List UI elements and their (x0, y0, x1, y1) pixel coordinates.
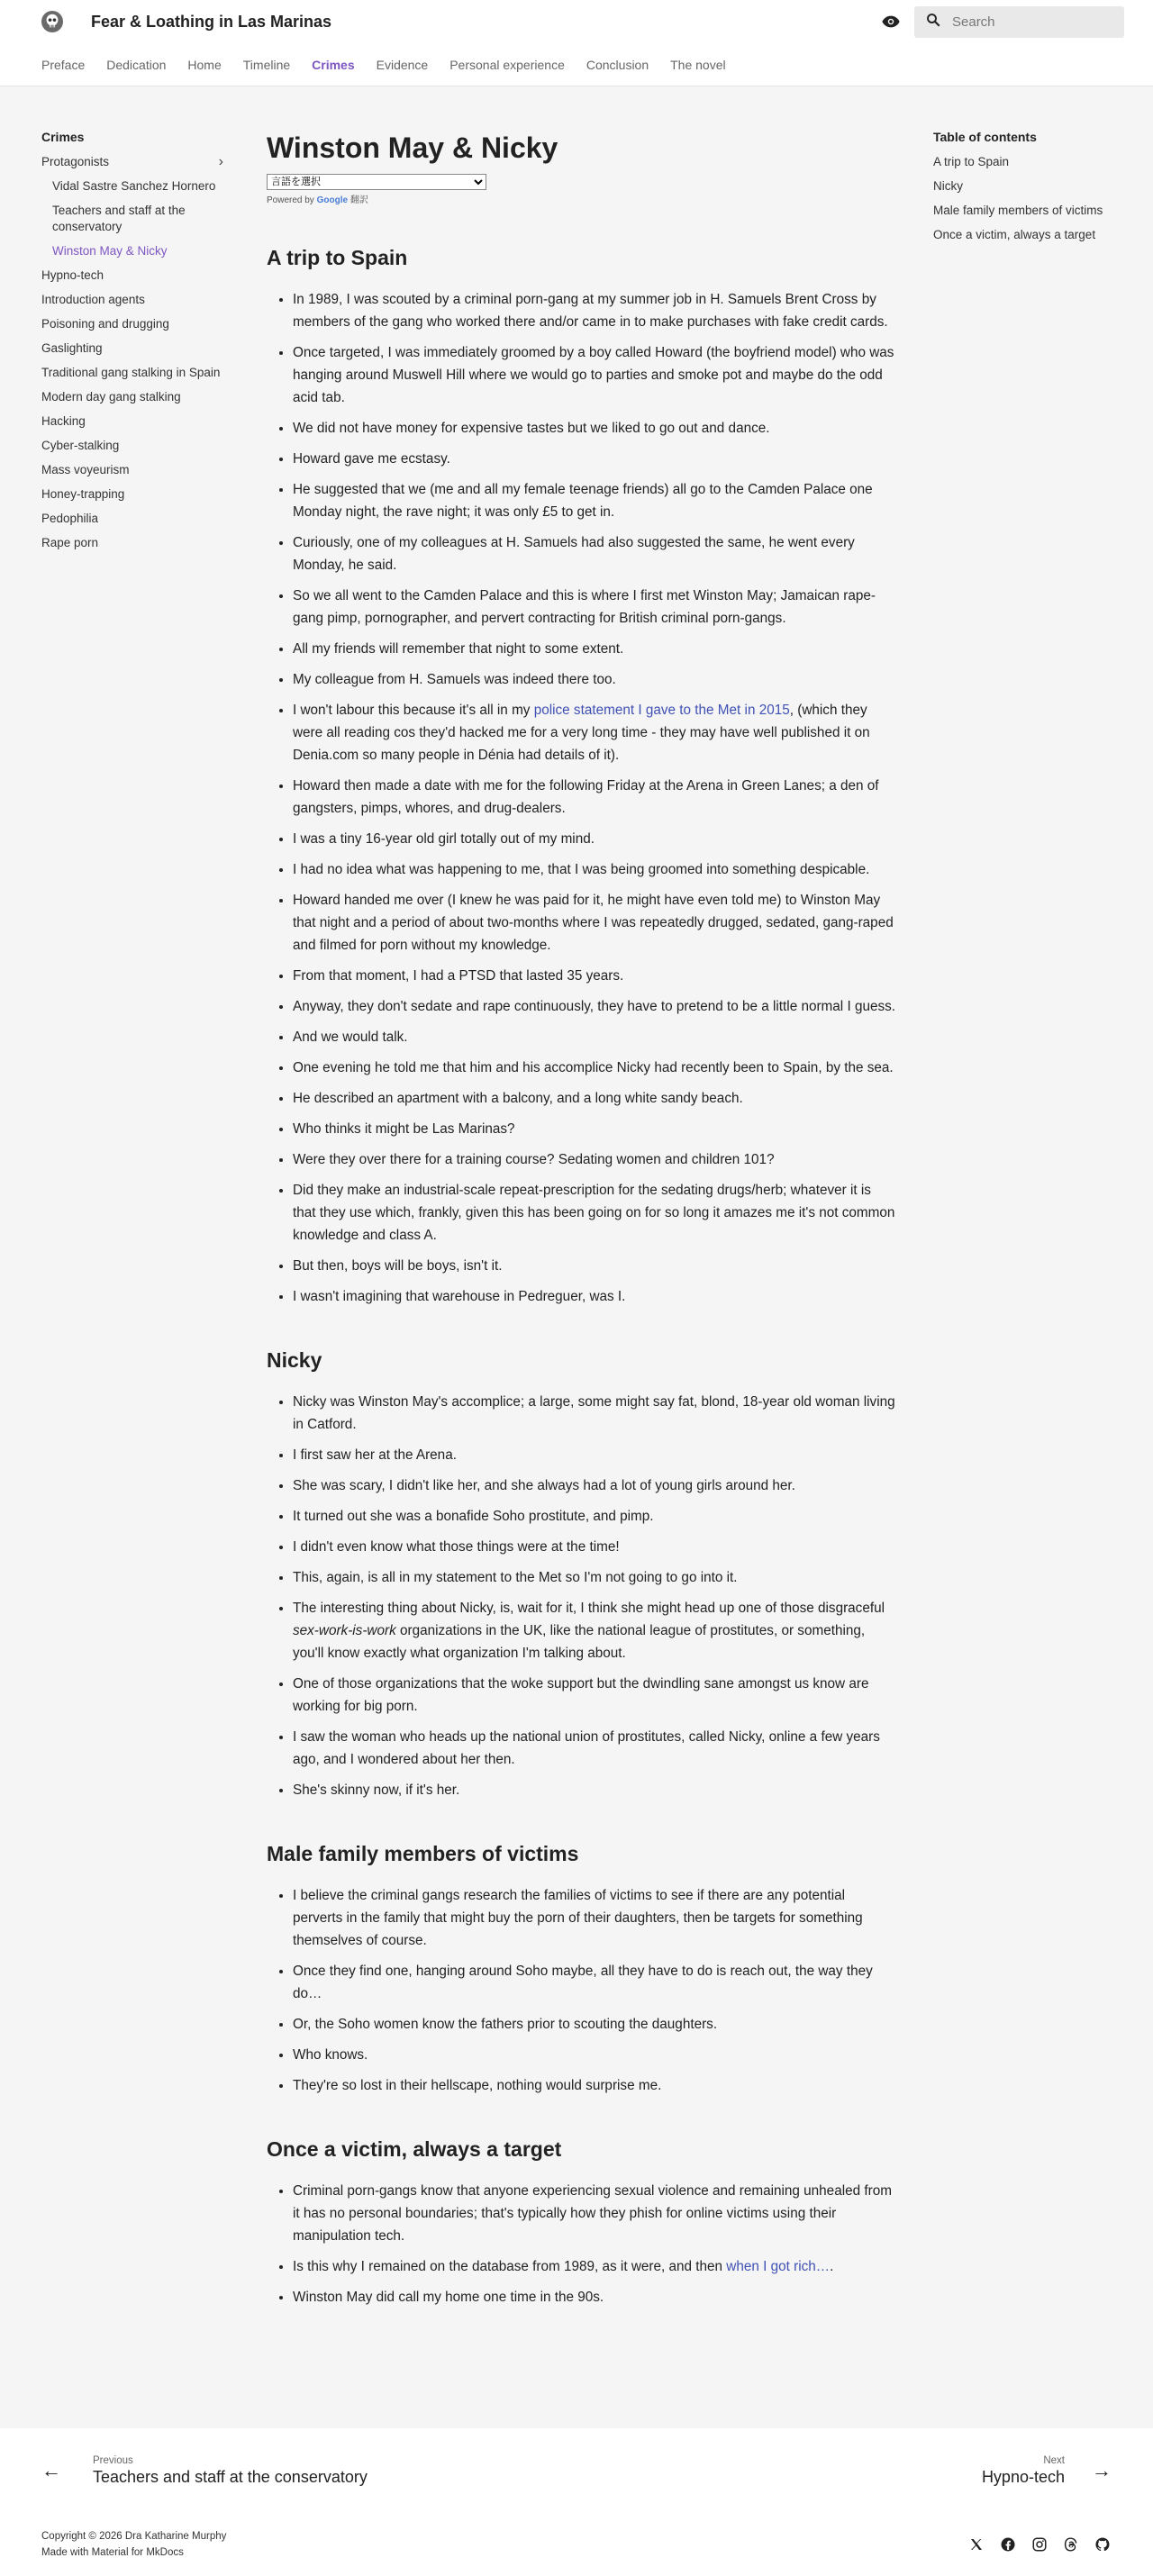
sidebar-item-traditional-gang-stalking[interactable]: Traditional gang stalking in Spain (41, 366, 221, 379)
search-icon (925, 12, 941, 32)
header (0, 0, 1153, 43)
list-item (293, 2255, 897, 2278)
translate-link[interactable]: 翻訳 (350, 195, 368, 205)
toc-heading: Table of contents (933, 130, 1037, 144)
list-item: • My colleague from H. Samuels was indeed there too. (293, 668, 897, 691)
tab-dedication[interactable]: Dedication (106, 57, 167, 72)
section-heading-nicky: Nicky (267, 1347, 322, 1372)
tab-home[interactable]: Home (187, 57, 222, 72)
list-item: • Howard handed me over (I knew he was paid for it, he might have even told me) to Winston May that night and a period of about two-months where I was repeatedly drugged, sedated, gang-raped and filmed for porn without my knowledge. (293, 889, 897, 957)
emphasis-text: sex-work-is-work (293, 1622, 396, 1638)
skull-logo-icon[interactable] (41, 11, 63, 32)
language-select[interactable] (267, 174, 486, 190)
list-item: • Criminal porn-gangs know that anyone experiencing sexual violence and remaining unhealed from it has no personal boundaries; that's typically how they phish for online victims using their manipulation tech. (293, 2180, 897, 2247)
sidebar-item-gaslighting[interactable]: Gaslighting (41, 341, 103, 355)
list-item-text: Is this why I remained on the database from 1989, as it were, and then (293, 2258, 727, 2274)
search-box[interactable] (914, 6, 1124, 38)
sidebar-item-vidal[interactable]: Vidal Sastre Sanchez Hornero (52, 179, 216, 193)
list-item: • I wasn't imagining that warehouse in Pedreguer, was I. (293, 1285, 897, 1308)
list-item-text: The interesting thing about Nicky, is, wait for it, I think she might head up one of those disgraceful (293, 1600, 885, 1616)
list-nicky (267, 1391, 897, 1801)
list-item: • They're so lost in their hellscape, nothing would surprise me. (293, 2074, 897, 2097)
tab-evidence[interactable]: Evidence (376, 57, 429, 72)
list-item: • We did not have money for expensive tastes but we liked to go out and dance. (293, 417, 897, 440)
list-item: • I saw the woman who heads up the national union of prostitutes, called Nicky, online a few years ago, and I wondered about her then. (293, 1726, 897, 1771)
next-page-link[interactable] (982, 2455, 1112, 2487)
list-item: • From that moment, I had a PTSD that lasted 35 years. (293, 965, 897, 987)
footer-page-nav (0, 2428, 1153, 2513)
sidebar-item-modern-gang-stalking[interactable]: Modern day gang stalking (41, 390, 181, 404)
list-item: • All my friends will remember that night to some extent. (293, 638, 897, 660)
list-item: • In 1989, I was scouted by a criminal porn-gang at my summer job in H. Samuels Brent Cross by members of the gang who worked there and/or came in to make purchases with fake credit cards. (293, 288, 897, 333)
list-item: • I first saw her at the Arena. (293, 1444, 897, 1466)
list-item: • Nicky was Winston May's accomplice; a large, some might say fat, blond, 18-year old woman living in Catford. (293, 1391, 897, 1436)
github-icon[interactable] (1094, 2535, 1112, 2553)
list-item: • She was scary, I didn't like her, and she always had a lot of young girls around her. (293, 1474, 897, 1497)
list-item: • Howard gave me ecstasy. (293, 448, 897, 470)
chevron-right-icon[interactable]: › (218, 154, 223, 169)
toc-item-once-a-victim[interactable]: Once a victim, always a target (933, 228, 1096, 241)
google-logo[interactable]: Google (316, 195, 349, 205)
list-item-text: , (which they were all reading cos they'd hacked me for a very long time - they may have well published it on Denia.com so many people in Dénia had details of it). (293, 702, 870, 763)
sidebar-item-winston-may[interactable]: Winston May & Nicky (52, 244, 168, 258)
sidebar-item-introduction-agents[interactable]: Introduction agents (41, 293, 145, 306)
next-label: Next (1043, 2454, 1065, 2466)
list-trip-to-spain (267, 288, 897, 1308)
list-item: • She's skinny now, if it's her. (293, 1779, 897, 1801)
powered-by-text: Powered by (267, 195, 314, 205)
list-once-a-victim (267, 2180, 897, 2308)
list-item: • I was a tiny 16-year old girl totally out of my mind. (293, 828, 897, 850)
section-heading-once-a-victim: Once a victim, always a target (267, 2136, 562, 2161)
made-with-text[interactable]: Made with Material for MkDocs (41, 2547, 184, 2558)
sidebar-item-teachers[interactable]: Teachers and staff at the conservatory (52, 204, 186, 233)
list-item: • One of those organizations that the woke support but the dwindling sane amongst us know are working for big porn. (293, 1673, 897, 1718)
site-title[interactable]: Fear & Loathing in Las Marinas (91, 12, 332, 31)
sidebar-item-poisoning[interactable]: Poisoning and drugging (41, 317, 169, 331)
sidebar-item-label: Protagonists (41, 155, 110, 168)
tab-preface[interactable]: Preface (41, 57, 86, 72)
social-links (954, 2535, 1112, 2553)
list-item: • It turned out she was a bonafide Soho prostitute, and pimp. (293, 1505, 897, 1528)
list-item: • He suggested that we (me and all my female teenage friends) all go to the Camden Palace one Monday night, the rave night; it was only £5 to get in. (293, 478, 897, 523)
list-item: • I had no idea what was happening to me, that I was being groomed into something despicable. (293, 858, 897, 881)
previous-page-link[interactable] (41, 2455, 368, 2487)
sidebar-item-hacking[interactable]: Hacking (41, 414, 86, 428)
list-item: • Curiously, one of my colleagues at H. Samuels had also suggested the same, he went every Monday, he said. (293, 531, 897, 576)
tab-conclusion[interactable]: Conclusion (586, 57, 649, 72)
list-item: • He described an apartment with a balcony, and a long white sandy beach. (293, 1087, 897, 1110)
list-item: • Or, the Soho women know the fathers prior to scouting the daughters. (293, 2013, 897, 2036)
sidebar-item-pedophilia[interactable]: Pedophilia (41, 512, 99, 525)
page-title: Winston May & Nicky (267, 132, 558, 164)
list-item-text: organizations in the UK, like the national league of prostitutes, or something, you'll know exactly what organization I'm talking about. (293, 1622, 866, 1661)
list-item: • So we all went to the Camden Palace and this is where I first met Winston May; Jamaican rape-gang pimp, pornographer, and pervert contracting for British criminal porn-gangs. (293, 585, 897, 630)
list-item: • Once they find one, hanging around Soho maybe, all they have to do is reach out, the way they do… (293, 1960, 897, 2005)
sidebar-item-mass-voyeurism[interactable]: Mass voyeurism (41, 463, 130, 476)
arrow-left-icon: ← (41, 2459, 61, 2481)
section-heading-trip-to-spain: A trip to Spain (267, 245, 408, 269)
eye-icon[interactable] (878, 9, 903, 34)
main-content (267, 130, 897, 2428)
list-item: • Once targeted, I was immediately groomed by a boy called Howard (the boyfriend model) who was hanging around Muswell Hill where we would go to parties and smoke pot and maybe do the odd acid tab. (293, 341, 897, 409)
tab-the-novel[interactable]: The novel (670, 57, 726, 72)
list-item: • I believe the criminal gangs research the families of victims to see if there are any potential perverts in the family that might buy the porn of their daughters, then be targets for something themselves of course. (293, 1884, 897, 1952)
sidebar-item-honey-trapping[interactable]: Honey-trapping (41, 487, 125, 501)
when-i-got-rich-link[interactable]: when I got rich… (726, 2258, 831, 2274)
list-item: • One evening he told me that him and his accomplice Nicky had recently been to Spain, by the sea. (293, 1057, 897, 1079)
tab-timeline[interactable]: Timeline (242, 57, 291, 72)
sidebar-item-cyber-stalking[interactable]: Cyber-stalking (41, 439, 120, 452)
list-item: • Who knows. (293, 2044, 897, 2066)
arrow-right-icon: → (1092, 2459, 1112, 2481)
list-item: • Did they make an industrial-scale repeat-prescription for the sedating drugs/herb; whatever it is that they use which, frankly, given this has been going on for so long it amazes me it's not common knowledge and class A. (293, 1179, 897, 1247)
tab-crimes[interactable]: Crimes (312, 57, 355, 72)
table-of-contents (933, 130, 1145, 2428)
sidebar-item-rape-porn[interactable]: Rape porn (41, 536, 99, 549)
search-input[interactable] (952, 14, 1105, 30)
list-item: • But then, boys will be boys, isn't it. (293, 1255, 897, 1277)
police-statement-link[interactable]: police statement I gave to the Met in 2015 (533, 702, 790, 718)
list-item (293, 699, 897, 766)
list-item: • I didn't even know what those things were at the time! (293, 1536, 897, 1558)
next-title: Hypno-tech (981, 2467, 1065, 2486)
section-heading-male-family: Male family members of victims (267, 1841, 579, 1865)
x-icon[interactable] (967, 2535, 985, 2553)
sidebar-nav (0, 130, 225, 2428)
top-tabs (0, 43, 1153, 86)
toc-item-trip-to-spain[interactable]: A trip to Spain (933, 155, 1010, 168)
previous-title: Teachers and staff at the conservatory (93, 2467, 368, 2486)
instagram-icon[interactable] (1030, 2535, 1049, 2553)
list-item: • This, again, is all in my statement to the Met so I'm not going to go into it. (293, 1566, 897, 1589)
facebook-icon[interactable] (999, 2535, 1017, 2553)
google-translate-widget (267, 173, 897, 205)
copyright-text: Copyright © 2026 Dra Katharine Murphy (41, 2531, 227, 2542)
sidebar-item-protagonists[interactable] (41, 154, 225, 170)
list-item: • Howard then made a date with me for the following Friday at the Arena in Green Lanes; a den of gangsters, pimps, whores, and drug-dealers. (293, 775, 897, 820)
tab-personal-experience[interactable]: Personal experience (449, 57, 565, 72)
list-item (293, 1597, 897, 1664)
list-item: • Winston May did call my home one time in the 90s. (293, 2286, 897, 2308)
sidebar-item-hypno-tech[interactable]: Hypno-tech (41, 268, 104, 282)
previous-label: Previous (93, 2454, 133, 2466)
list-item-text: . (830, 2258, 834, 2274)
powered-by-google (267, 192, 897, 205)
list-item: • Who thinks it might be Las Marinas? (293, 1118, 897, 1140)
list-item: • Anyway, they don't sedate and rape continuously, they have to pretend to be a little normal I guess. (293, 995, 897, 1018)
threads-icon[interactable] (1062, 2535, 1080, 2553)
list-item: • And we would talk. (293, 1026, 897, 1048)
list-item: • Were they over there for a training course? Sedating women and children 101? (293, 1148, 897, 1171)
list-item-text: I won't labour this because it's all in my (293, 702, 534, 718)
list-male-family (267, 1884, 897, 2097)
sidebar-heading: Crimes (41, 130, 85, 144)
toc-item-nicky[interactable]: Nicky (933, 179, 963, 193)
toc-item-male-family[interactable]: Male family members of victims (933, 204, 1103, 217)
